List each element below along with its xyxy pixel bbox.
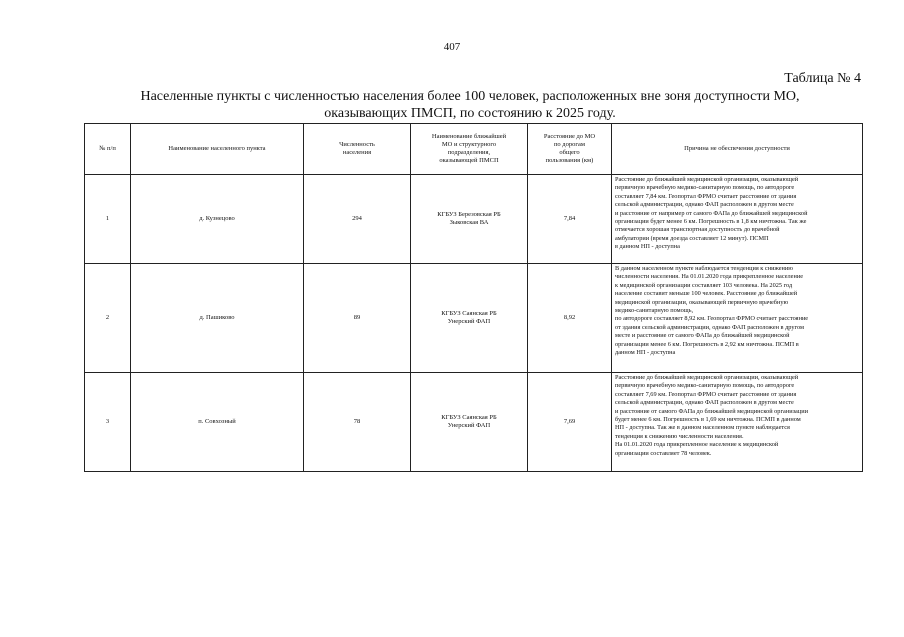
- reason-line: первичную врачебную медико-санитарную помощь, по автодороге: [615, 184, 795, 192]
- reason-line: организации составляет 78 человек.: [615, 449, 712, 457]
- reason-line: медицинской организации, оказывающей первичную врачебную: [615, 298, 789, 306]
- reason-line: к медицинской организации составляет 103 человека. На 2025 год: [615, 281, 793, 289]
- settlement-name: д. Кузнецово: [131, 175, 304, 264]
- reason-line: составляет 7,84 км. Геопортал ФРМО считает расстояние от здания: [615, 192, 797, 200]
- reason-line: отмечается хорошая транспортная доступность до врачебной: [615, 226, 780, 234]
- reason-line: В данном населенном пункте наблюдается тенденция к снижению: [615, 265, 793, 272]
- population-value: 294: [304, 175, 411, 264]
- reason-line: составляет 7,69 км. Геопортал ФРМО считает расстояние от здания: [615, 390, 797, 398]
- document-title: Населенные пункты с численностью населения более 100 человек, расположенных вне зоня доступности МО, оказывающих ПМСП, по состоянию к 2025 году.: [140, 89, 800, 121]
- settlement-name: п. Совхозный: [131, 373, 304, 472]
- column-header-reason: Причина не обеспечения доступности: [612, 124, 863, 175]
- facility-name: КГБУЗ Саянская РБ Унерский ФАП: [411, 373, 528, 472]
- facility-name: КГБУЗ Саянская РБ Унерский ФАП: [411, 264, 528, 373]
- facility-name: КГБУЗ Березовская РБ Зыковская ВА: [411, 175, 528, 264]
- reason-line: и расстояние от самого ФАПа до ближайшей медицинской организации: [615, 407, 808, 415]
- distance-value: 7,84: [528, 175, 612, 264]
- population-value: 89: [304, 264, 411, 373]
- row-number: 3: [85, 373, 131, 472]
- column-header-distance: Расстояние до МО по дорогам общего пользования (км): [528, 124, 612, 175]
- table-row: [85, 373, 863, 472]
- settlement-name: д. Пашиково: [131, 264, 304, 373]
- reason-line: медико-санитарную помощь,: [615, 307, 694, 315]
- reason-line: амбулатории (время доезда составляет 12 минут). ПСМП: [615, 234, 769, 242]
- column-header-settlement: Наименование населенного пункта: [131, 124, 304, 175]
- reason-line: НП - доступна. Так же в данном населенном пункте наблюдается: [615, 424, 790, 432]
- column-header-facility: Наименование ближайшей МО и структурного подразделения, оказывающей ПМСП: [411, 124, 528, 175]
- settlements-table: [84, 123, 863, 472]
- reason-text: [612, 264, 863, 373]
- page-number: 407: [443, 41, 461, 53]
- reason-line: сельской администрации, однако ФАП расположен в другом месте: [615, 399, 794, 407]
- reason-line: и расстояние от например от самого ФАПа до ближайшей медицинской: [615, 209, 808, 217]
- reason-text: [612, 373, 863, 472]
- reason-line: месте и расстояние от самого ФАПа до ближайшей медицинской: [615, 332, 790, 340]
- reason-line: организации менее 6 км. Погрешность в 2,92 км ничтожна. ПСМП в: [615, 340, 799, 348]
- reason-line: от здания сельской администрации, однако ФАП расположен в другом: [615, 323, 804, 331]
- row-number: 1: [85, 175, 131, 264]
- column-header-population: Численность населения: [304, 124, 411, 175]
- table-label: Таблица № 4: [784, 71, 861, 86]
- reason-line: На 01.01.2020 года прикрепленное население к медицинской: [615, 441, 779, 449]
- reason-line: тенденция к снижению численности населения.: [615, 432, 744, 440]
- reason-line: первичную врачебную медико-санитарную помощь, по автодороге: [615, 382, 795, 390]
- reason-line: по автодороге составляет 8,92 км. Геопортал ФРМО считает расстояние: [615, 315, 809, 323]
- reason-line: численности населения. На 01.01.2020 года прикрепленное население: [615, 273, 803, 281]
- column-header-number: № п/п: [85, 124, 131, 175]
- table-row: [85, 264, 863, 373]
- distance-value: 7,69: [528, 373, 612, 472]
- table-header-row: [85, 124, 863, 175]
- reason-text: [612, 175, 863, 264]
- reason-line: население составит меньше 100 человек. Расстояние до ближайшей: [615, 290, 798, 298]
- population-value: 78: [304, 373, 411, 472]
- reason-line: Расстояние до ближайшей медицинской организации, оказывающей: [615, 374, 799, 381]
- distance-value: 8,92: [528, 264, 612, 373]
- table-row: [85, 175, 863, 264]
- reason-line: сельской администрации, однако ФАП расположен в другом месте: [615, 201, 794, 209]
- reason-line: будет менее 6 км. Погрешность в 1,69 км ничтожна. ПСМП в данном: [615, 416, 801, 424]
- row-number: 2: [85, 264, 131, 373]
- reason-line: в данном НП - доступна: [615, 243, 680, 251]
- reason-line: Расстояние до ближайшей медицинской организации, оказывающей: [615, 176, 799, 183]
- reason-line: организации будет менее 6 км. Погрешность в 1,8 км ничтожна. Так же: [615, 218, 807, 226]
- reason-line: данном НП - доступна: [615, 349, 676, 357]
